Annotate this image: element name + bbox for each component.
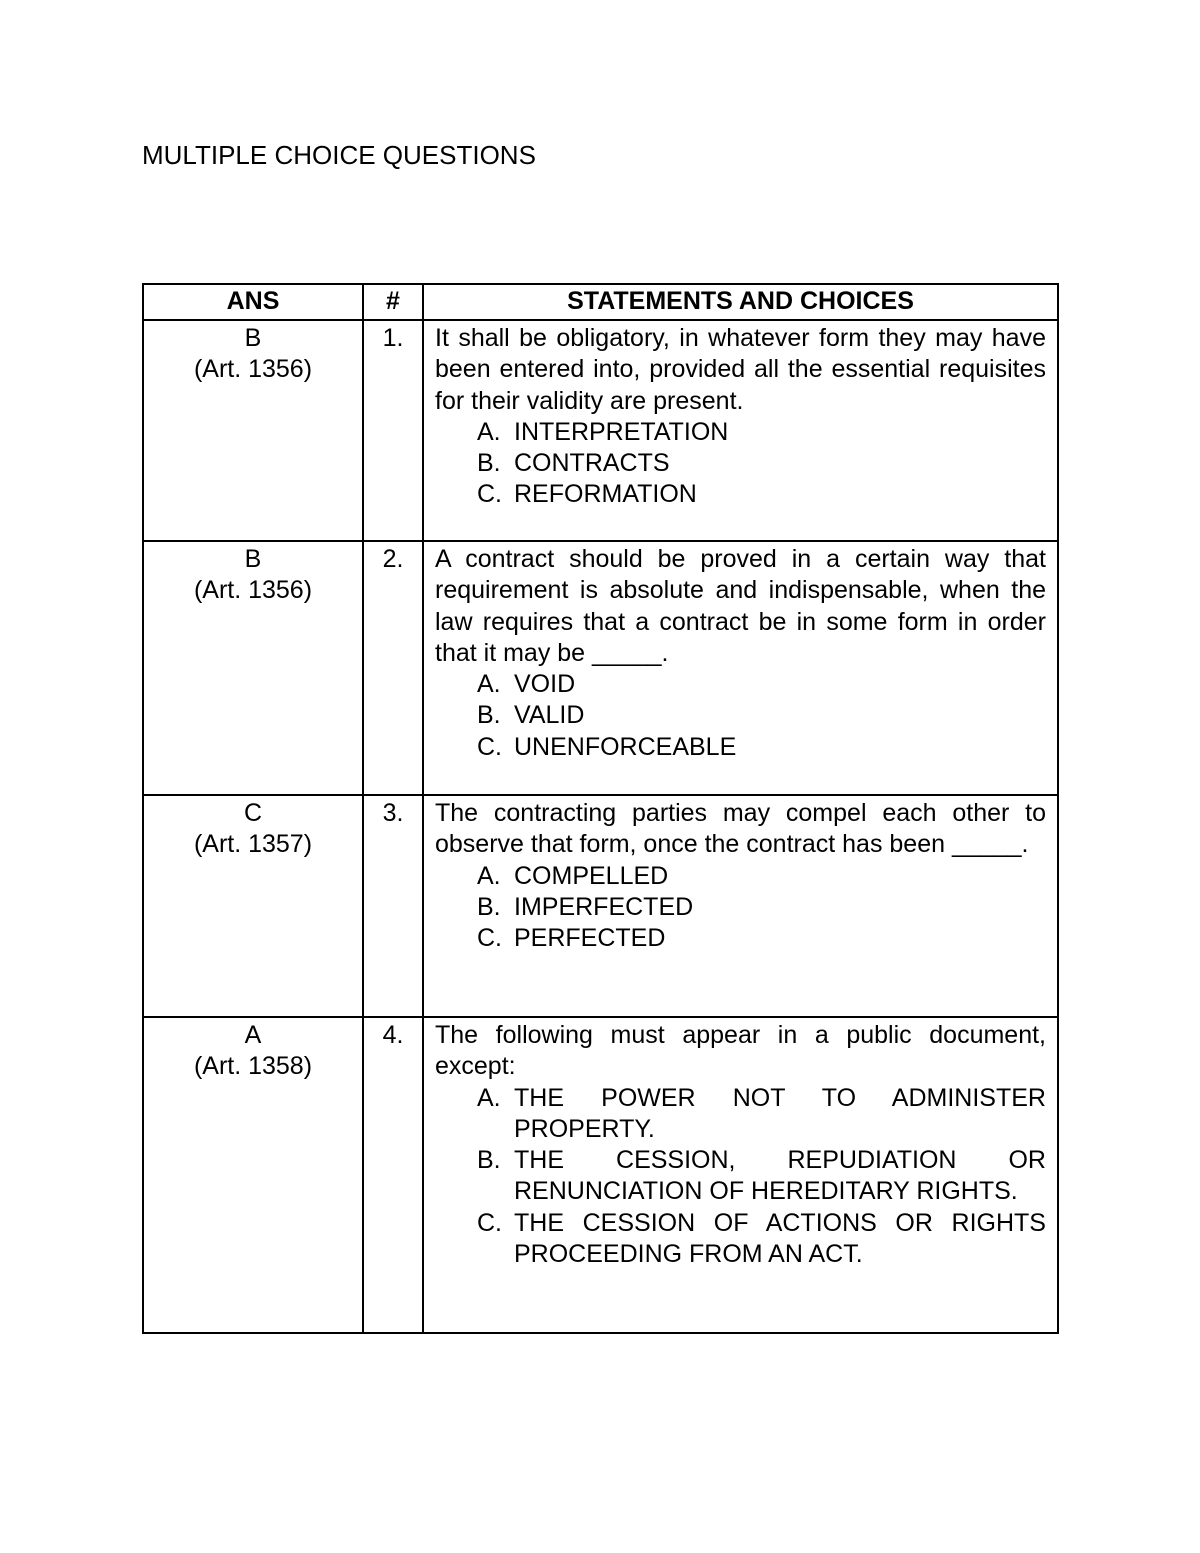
question-number: 4. — [363, 1017, 423, 1333]
question-number: 2. — [363, 541, 423, 795]
choice-item — [435, 1083, 1046, 1146]
article-reference: (Art. 1358) — [193, 1052, 313, 1081]
choice-text: PERFECTED — [514, 924, 666, 953]
choice-item — [435, 923, 1046, 954]
answer-letter: B — [244, 545, 262, 573]
choice-letter: A. — [477, 861, 501, 890]
question-statement: It shall be obligatory, in whatever form they may have been entered into, provided all the essential requisites for their validity are present. — [435, 324, 1046, 415]
answer-cell — [143, 1017, 363, 1333]
choice-letter: C. — [477, 732, 502, 761]
choice-item — [435, 479, 1046, 510]
choice-letter: A. — [477, 417, 501, 446]
choice-text: INTERPRETATION — [514, 417, 729, 446]
question-statement: The contracting parties may compel each other to observe that form, once the contract has been _____. — [435, 799, 1046, 859]
article-reference: (Art. 1357) — [193, 830, 313, 859]
question-number: 3. — [363, 795, 423, 1017]
choice-text: COMPELLED — [514, 861, 669, 890]
choice-item — [435, 669, 1046, 700]
choice-letter: A. — [477, 670, 501, 699]
choice-letter: C. — [477, 924, 502, 953]
page-title: MULTIPLE CHOICE QUESTIONS — [142, 140, 536, 170]
answer-letter: C — [243, 799, 263, 827]
question-statement: A contract should be proved in a certain way that requirement is absolute and indispensable, when the law requires that a contract be in some form in order that it may be _____. — [435, 545, 1046, 667]
choice-text: IMPERFECTED — [514, 892, 694, 921]
header-ans: ANS — [143, 284, 363, 320]
choice-text: VOID — [514, 670, 576, 699]
table-row — [143, 320, 1058, 541]
statement-cell — [423, 1017, 1058, 1333]
choice-text: REFORMATION — [514, 480, 697, 509]
choice-letter: A. — [477, 1083, 501, 1112]
answer-letter: B — [244, 324, 262, 352]
table-row — [143, 1017, 1058, 1333]
choice-letter: B. — [477, 449, 501, 478]
questions-table — [142, 283, 1059, 1334]
choice-letter: C. — [477, 1208, 502, 1237]
article-reference: (Art. 1356) — [193, 355, 313, 384]
answer-cell — [143, 541, 363, 795]
header-statements: STATEMENTS AND CHOICES — [423, 284, 1058, 320]
choice-item — [435, 1145, 1046, 1208]
question-number: 1. — [363, 320, 423, 541]
choice-text: THE CESSION, REPUDIATION OR RENUNCIATION OF HEREDITARY RIGHTS. — [514, 1146, 1046, 1206]
choice-list — [435, 1083, 1046, 1271]
choice-item — [435, 417, 1046, 448]
answer-cell — [143, 795, 363, 1017]
choice-text: THE POWER NOT TO ADMINISTER PROPERTY. — [514, 1083, 1046, 1143]
choice-letter: B. — [477, 1146, 501, 1175]
choice-list — [435, 669, 1046, 763]
statement-cell — [423, 795, 1058, 1017]
choice-item — [435, 1208, 1046, 1271]
table-row — [143, 795, 1058, 1017]
choice-item — [435, 892, 1046, 923]
choice-item — [435, 861, 1046, 892]
article-reference: (Art. 1356) — [193, 576, 313, 605]
choice-text: UNENFORCEABLE — [514, 732, 737, 761]
choice-item — [435, 700, 1046, 731]
table-row — [143, 541, 1058, 795]
choice-list — [435, 417, 1046, 511]
choice-letter: B. — [477, 701, 501, 730]
answer-cell — [143, 320, 363, 541]
statement-cell — [423, 541, 1058, 795]
question-statement: The following must appear in a public document, except: — [435, 1021, 1046, 1081]
choice-list — [435, 861, 1046, 955]
header-number: # — [363, 284, 423, 320]
choice-item — [435, 448, 1046, 479]
table-header-row — [143, 284, 1058, 320]
choice-item — [435, 732, 1046, 763]
choice-text: CONTRACTS — [514, 449, 670, 478]
choice-text: VALID — [514, 701, 585, 730]
choice-text: THE CESSION OF ACTIONS OR RIGHTS PROCEEDING FROM AN ACT. — [514, 1208, 1046, 1269]
answer-letter: A — [244, 1021, 262, 1049]
statement-cell — [423, 320, 1058, 541]
choice-letter: C. — [477, 480, 502, 509]
choice-letter: B. — [477, 892, 501, 921]
